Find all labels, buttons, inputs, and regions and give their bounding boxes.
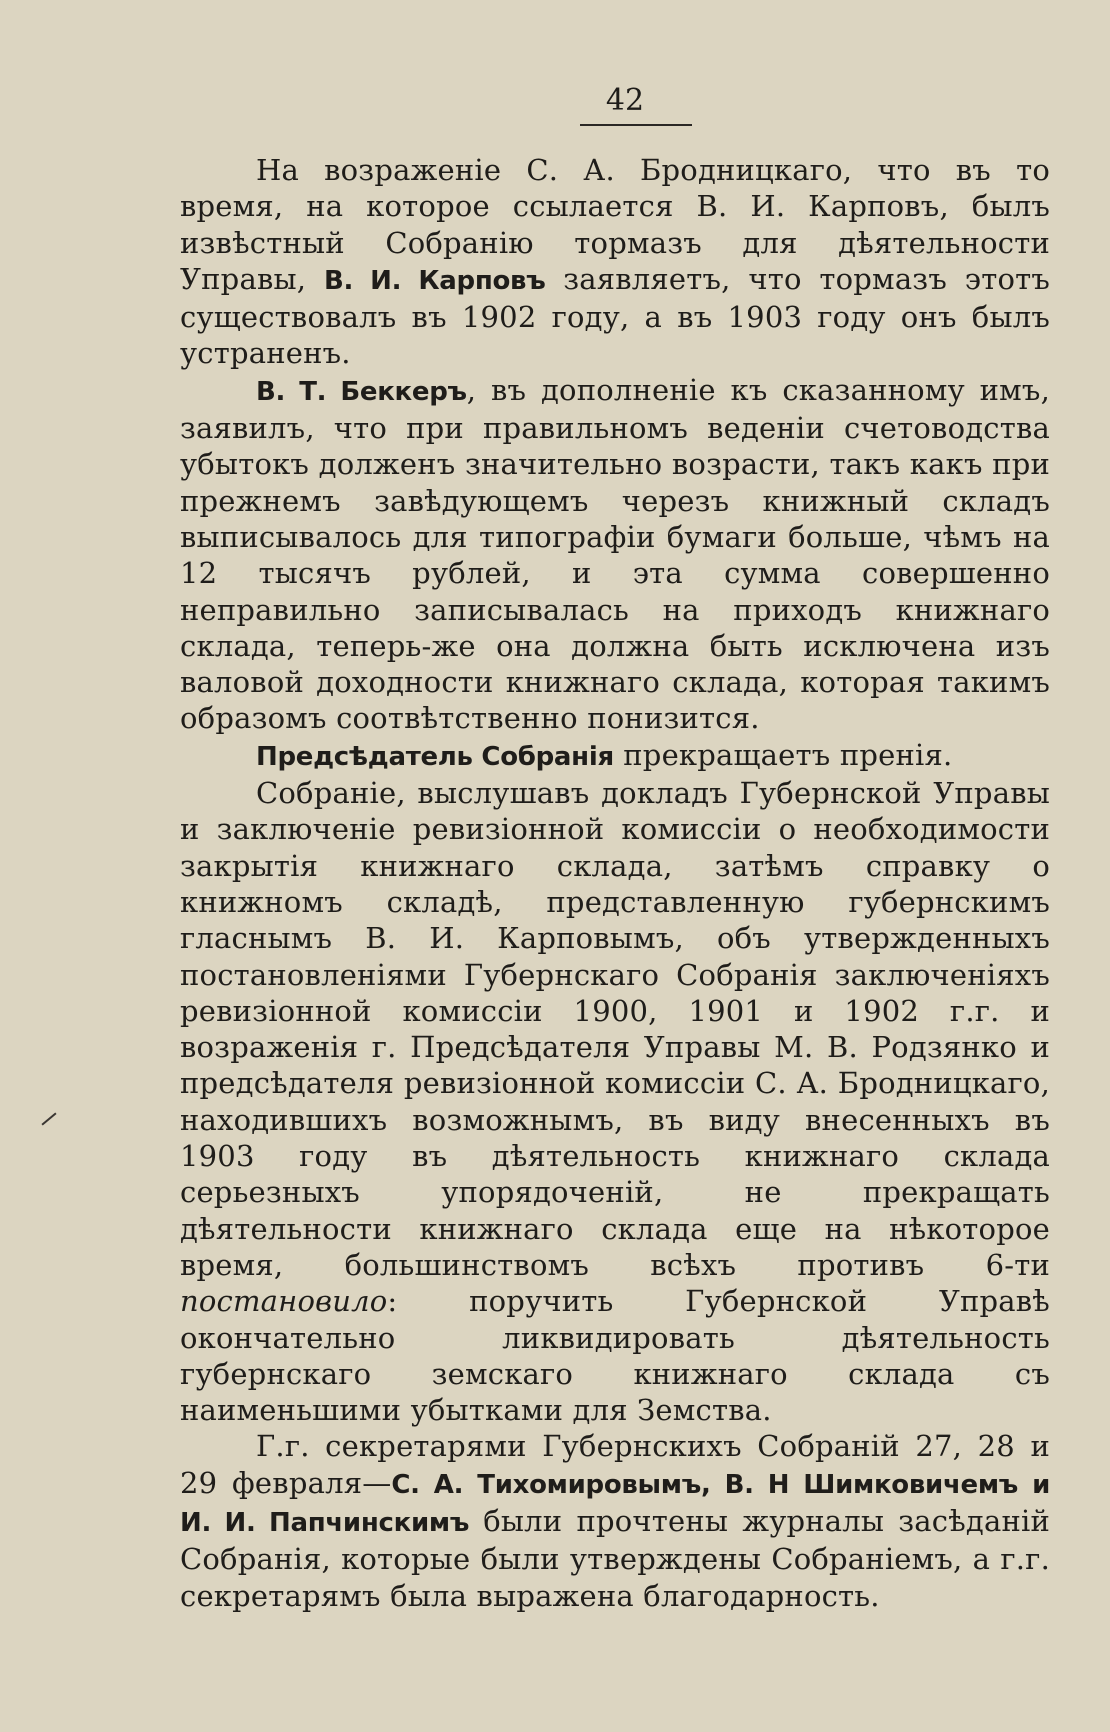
header-rule [580,124,692,126]
speaker-name: С. А. Тихомировымъ, В. Н Шимковичемъ и И. И. Папчинскимъ [180,1469,1050,1538]
text-run: : поручить Губернской Управѣ окончательно ликвидировать дѣятельность губернскаго земскаго книжнаго склада съ наименьшими убытками для Земства. [180,1284,1050,1428]
margin-pencil-mark [41,1112,56,1125]
speaker-name: Предсѣдатель Собранія [256,741,614,772]
text-run: Г.г. секретарями Губернскихъ Собраній 27, 28 и 29 февраля— [180,1429,1050,1500]
paragraph-2 [180,372,1050,737]
emphasis-text: постановило [180,1284,388,1319]
paragraph-3 [180,737,1050,775]
paragraph-5 [180,1428,1050,1613]
paragraph-4 [180,775,1050,1428]
text-run: были прочтены журналы засѣданій Собранія, которые были утверждены Собраніемъ, а г.г. секретарямъ была выражена благодарность. [180,1503,1050,1613]
speaker-name: В. Т. Беккеръ [256,376,467,407]
paragraph-1 [180,152,1050,372]
body-text [180,152,1050,1614]
text-run: , въ дополненіе къ сказанному имъ, заявилъ, что при правильномъ веденіи счетоводства убытокъ долженъ значительно возрасти, такъ какъ при прежнемъ завѣдующемъ черезъ книжный складъ выписывалось для типографіи бумаги больше, чѣмъ на 12 тысячъ рублей, и эта сумма совершенно неправильно записывалась на приходъ книжнаго склада, теперь-же она должна быть исключена изъ валовой доходности книжнаго склада, которая такимъ образомъ соотвѣтственно понизится. [180,372,1050,736]
text-run: заявляетъ, что тормазъ этотъ существовалъ въ 1902 году, а въ 1903 году онъ былъ устраненъ. [180,261,1050,371]
speaker-name: В. И. Карповъ [323,265,546,296]
text-run: На возраженіе С. А. Бродницкаго, что въ то время, на которое ссылается В. И. Карповъ, былъ извѣстный Собранію тормазъ для дѣятельности Управы, [180,153,1050,296]
text-run: прекращаетъ пренія. [613,737,953,772]
text-run: Собраніе, выслушавъ докладъ Губернской Управы и заключеніе ревизіонной комиссіи о необходимости закрытія книжнаго склада, затѣмъ справку о книжномъ складѣ, представленную губернскимъ гласнымъ В. И. Карповымъ, объ утвержденныхъ постановленіями Губернскаго Собранія заключеніяхъ ревизіонной комиссіи 1900, 1901 и 1902 г.г. и возраженія г. Предсѣдателя Управы М. В. Родзянко и предсѣдателя ревизіонной комиссіи С. А. Бродницкаго, находившихъ возможнымъ, въ виду внесенныхъ въ 1903 году въ дѣятельность книжнаго склада серьезныхъ упорядоченій, не прекращать дѣятельности книжнаго склада еще на нѣкоторое время, большинствомъ всѣхъ противъ 6-ти [180,776,1050,1282]
page-number: 42 [605,83,645,118]
